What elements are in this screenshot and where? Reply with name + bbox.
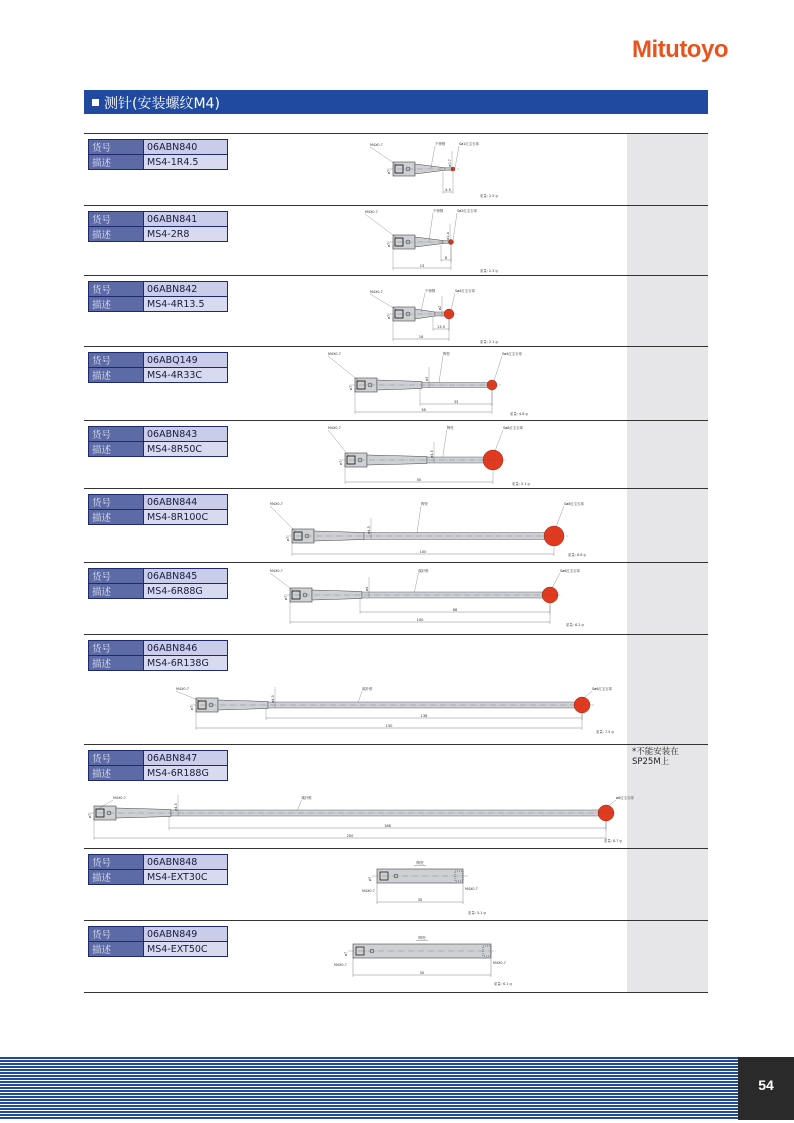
length-dim: 200 [346,834,354,838]
mitutoyo-logo: Mitutoyo [632,36,728,63]
stylus-drawing [88,795,634,843]
part-no-label: 货号 [89,569,144,584]
shaft-diameter-dim: ø3 [425,376,429,382]
stylus-drawing [270,568,584,627]
stylus-drawing [270,501,586,557]
thread-label: M4X0.7 [328,352,341,356]
stylus-drawing [328,351,528,416]
desc-value: MS4-4R13.5 [144,297,228,312]
thread-label: M4X0.7 [270,502,283,506]
mass-label: 质量: 5.1 g [512,482,530,486]
length-dim: 8 [444,256,448,260]
shaft-diameter-dim: ø0.7 [448,159,452,167]
length-dim: 13 [419,264,425,268]
body-diameter-dim: ø7 [284,595,288,601]
leader-line [556,506,564,527]
length-dim: 50 [419,971,425,975]
leader-line [270,506,296,532]
mass-label: 质量: 7.5 g [596,730,614,734]
body-diameter-dim: ø7 [190,705,194,711]
desc-value: MS4-EXT30C [144,870,228,885]
leader-line [552,573,560,588]
desc-label: 描述 [89,368,144,383]
stylus-drawing [370,141,498,198]
part-no-label: 货号 [89,855,144,870]
stylus-drawing [362,860,486,915]
part-no-label: 货号 [89,641,144,656]
leader-line [429,213,433,241]
part-no-value: 06ABN849 [144,927,228,942]
desc-value: MS4-8R100C [144,510,228,525]
length-dim: 188 [384,824,391,828]
leader-line [176,691,200,701]
leader-line [495,430,503,451]
mass-label: 质量: 2.3 g [480,269,498,273]
shaft-material-label: 陶瓷 [416,861,424,865]
shaft-diameter-dim: ø4.5 [367,526,371,534]
part-no-value: 06ABN848 [144,855,228,870]
desc-label: 描述 [89,766,144,781]
shaft-diameter-dim: ø4 [365,586,369,592]
stylus-drawing [370,288,498,344]
shaft-material-label: 碳纤维 [418,569,429,573]
length-dim: 38 [421,408,426,412]
body-diameter-dim: ø7 [286,536,290,542]
body-diameter-dim: ø7 [387,169,391,175]
mass-label: 质量: 4.8 g [510,412,528,416]
mass-label: 质量: 6.6 g [568,553,586,557]
length-dim: 138 [420,714,428,718]
thread-label: M4X0.7 [362,889,375,893]
shaft-diameter-dim: ø2 [438,305,442,311]
desc-label: 描述 [89,656,144,671]
desc-value: MS4-1R4.5 [144,155,228,170]
part-no-label: 货号 [89,751,144,766]
row-note: *不能安装在 SP25M上 [632,747,679,767]
part-no-value: 06ABN842 [144,282,228,297]
tip-label: Sø1红宝石球 [459,142,479,146]
part-no-label: 货号 [89,212,144,227]
leader-line [443,430,447,457]
length-dim: 18 [418,335,424,339]
diameter-dim: ø7 [368,876,372,882]
length-dim: 100 [419,550,427,554]
tip-label: Sø4红宝石球 [455,289,475,293]
shaft-material-label: 陶瓷 [443,352,450,356]
desc-value: MS4-4R33C [144,368,228,383]
tip-label: Sø6红宝石球 [560,569,580,573]
mass-label: 质量: 2.1 g [480,340,498,344]
desc-label: 描述 [89,870,144,885]
part-no-value: 06ABN843 [144,427,228,442]
tip-label: Sø8红宝石球 [564,502,584,506]
part-no-label: 货号 [89,140,144,155]
part-no-value: 06ABN847 [144,751,228,766]
part-no-label: 货号 [89,427,144,442]
desc-value: MS4-8R50C [144,442,228,457]
part-no-label: 货号 [89,495,144,510]
part-no-label: 货号 [89,927,144,942]
leader-line [453,213,457,241]
leader-line [421,293,425,312]
mass-label: 质量: 2.5 g [480,194,498,198]
leader-line [370,294,397,310]
length-dim: 100 [416,618,424,622]
diameter-dim: ø7 [344,951,348,957]
footer-stripes [0,1057,738,1120]
thread-label: M4X0.7 [334,963,347,967]
mass-label: 质量: 8.7 g [604,839,622,843]
tip-label: Sø4红宝石球 [502,352,522,356]
shaft-material-label: 不锈钢 [435,142,446,146]
shaft-diameter-dim: ø1.4 [446,232,450,240]
female-thread-label: M4X0.7 [465,887,478,891]
length-dim: 88 [452,608,458,612]
leader-line [584,691,592,698]
desc-value: MS4-EXT50C [144,942,228,957]
length-dim: 30 [417,898,423,902]
thread-label: M4X0.7 [328,426,341,430]
shaft-material-label: 碳纤维 [362,687,373,691]
thread-label: M4X0.7 [365,210,378,214]
shaft-material-label: 陶瓷 [418,936,426,940]
tip-label: ø6红宝石球 [616,796,634,800]
section-title-text: 测针(安装螺纹M4) [104,96,220,112]
part-no-value: 06ABN840 [144,140,228,155]
part-no-label: 货号 [89,353,144,368]
thread-label: M4X0.7 [370,143,383,147]
mass-label: 质量: 5.1 g [468,911,486,915]
shaft-material-label: 不锈钢 [425,289,436,293]
shaft-material-label: 陶瓷 [421,502,428,506]
leader-line [298,800,302,810]
desc-value: MS4-6R88G [144,584,228,599]
body-diameter-dim: ø7 [387,242,391,248]
tip-label: Sø6红宝石球 [592,687,612,691]
leader-line [328,356,359,381]
thread-label: M4X0.7 [270,569,283,573]
length-dim: 50 [416,478,422,482]
female-thread-label: M4X0.7 [493,961,506,965]
desc-label: 描述 [89,584,144,599]
part-no-value: 06ABQ149 [144,353,228,368]
shaft-diameter-dim: ø4.5 [174,803,178,811]
part-no-value: 06ABN846 [144,641,228,656]
page-number-box [738,1057,794,1120]
leader-line [451,293,455,310]
thread-label: M4X0.7 [370,290,383,294]
length-dim: 33 [453,400,459,404]
leader-line [365,214,397,238]
stylus-drawing [176,686,614,734]
body-diameter-dim: ø7 [349,385,353,391]
desc-value: MS4-2R8 [144,227,228,242]
body-diameter-dim: ø7 [387,314,391,320]
leader-line [370,147,397,165]
desc-label: 描述 [89,942,144,957]
thread-label: M4X0.7 [176,687,189,691]
leader-line [417,506,421,533]
desc-label: 描述 [89,155,144,170]
length-dim: 4.5 [445,188,451,192]
desc-label: 描述 [89,510,144,525]
page-number: 54 [758,1077,774,1093]
mass-label: 质量: 6.2 g [566,623,584,627]
desc-label: 描述 [89,442,144,457]
leader-line [328,430,349,456]
part-no-value: 06ABN844 [144,495,228,510]
leader-line [608,800,616,806]
leader-line [439,356,443,383]
part-no-label: 货号 [89,282,144,297]
stylus-drawing [334,935,512,986]
desc-value: MS4-6R188G [144,766,228,781]
leader-line [358,691,362,702]
desc-label: 描述 [89,297,144,312]
shaft-diameter-dim: ø4.5 [271,695,275,703]
thread-label: M4X0.7 [113,796,126,800]
body-diameter-dim: ø7 [88,813,92,819]
desc-label: 描述 [89,227,144,242]
body-diameter-dim: ø7 [339,460,343,466]
shaft-material-label: 陶瓷 [446,426,454,430]
tip-label: Sø2红宝石球 [457,209,477,213]
stylus-drawing [365,208,498,273]
part-no-value: 06ABN845 [144,569,228,584]
leader-line [431,146,435,168]
tip-label: Sø8红宝石球 [503,426,523,430]
shaft-material-label: 碳纤维 [301,796,312,800]
leader-line [414,573,418,592]
stylus-drawing [328,425,530,486]
part-no-value: 06ABN841 [144,212,228,227]
leader-line [494,356,502,381]
desc-value: MS4-6R138G [144,656,228,671]
shaft-material-label: 不锈钢 [433,209,444,213]
mass-label: 质量: 6.1 g [494,982,512,986]
length-dim: 13.5 [436,325,446,329]
shaft-diameter-dim: ø4.5 [430,450,434,458]
leader-line [455,146,459,168]
leader-line [270,573,294,591]
length-dim: 150 [385,724,393,728]
